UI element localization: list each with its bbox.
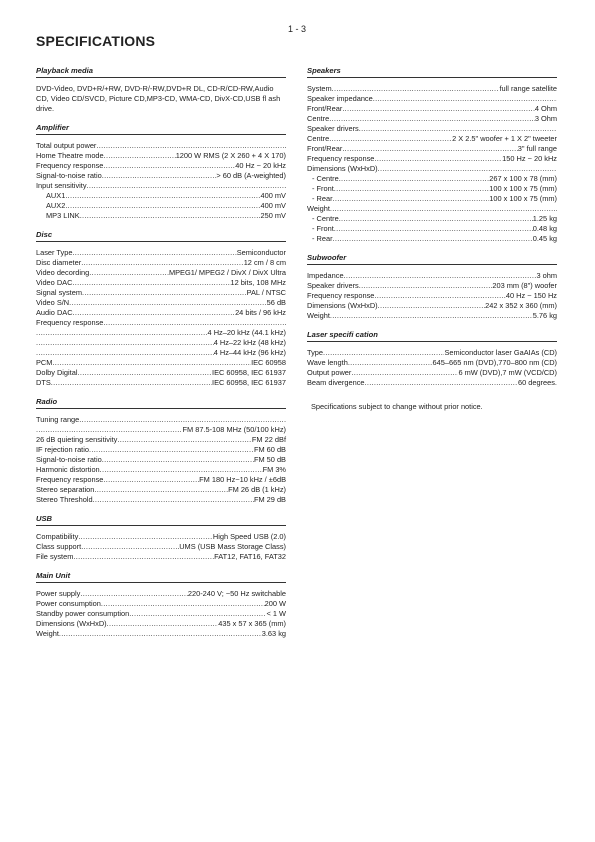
section-heading: Subwoofer <box>307 253 557 265</box>
spec-value: IEC 60958, IEC 61937 <box>212 378 286 387</box>
spec-label: Speaker drivers <box>307 281 359 290</box>
spec-row <box>36 415 286 425</box>
dot-leader <box>333 194 490 204</box>
spec-value: 3 Ohm <box>534 114 557 123</box>
spec-value: 1.25 kg <box>532 214 557 223</box>
spec-row <box>36 589 286 599</box>
spec-label: Frequency response <box>36 318 104 327</box>
section-radio <box>36 397 286 505</box>
section-heading: Disc <box>36 230 286 242</box>
spec-value: FM 60 dB <box>253 445 286 454</box>
dot-leader <box>78 368 213 378</box>
spec-label: Dimensions (WxHxD) <box>307 301 378 310</box>
spec-value: 60 degrees. <box>517 378 557 387</box>
spec-label: AUX2 <box>46 201 66 210</box>
spec-label: Standby power consumption <box>36 609 130 618</box>
spec-value: < 1 W <box>266 609 286 618</box>
spec-row <box>36 201 286 211</box>
spec-label: Audio DAC <box>36 308 73 317</box>
dot-leader <box>339 174 490 184</box>
spec-row <box>307 194 557 204</box>
spec-label: Stereo Threshold <box>36 495 93 504</box>
spec-value: 100 x 100 x 75 (mm) <box>489 194 557 203</box>
dot-leader <box>96 141 286 151</box>
spec-value: 0.48 kg <box>532 224 557 233</box>
dot-leader <box>87 181 286 191</box>
spec-label: IF rejection ratio <box>36 445 89 454</box>
spec-row <box>36 552 286 562</box>
change-notice: Specifications subject to change without prior notice. <box>311 402 483 411</box>
dot-leader <box>334 224 533 234</box>
spec-row <box>307 104 557 114</box>
spec-label: 26 dB quieting sensitivity <box>36 435 118 444</box>
spec-row <box>307 301 557 311</box>
dot-leader <box>103 161 235 171</box>
spec-row <box>36 151 286 161</box>
spec-value: FM 180 Hz~10 kHz / ±6dB <box>199 475 286 484</box>
spec-label: Harmonic distortion <box>36 465 100 474</box>
spec-row <box>36 328 286 338</box>
spec-value: 6 mW (DVD),7 mW (VCD/CD) <box>458 368 557 377</box>
spec-row <box>36 455 286 465</box>
spec-label: Impedance <box>307 271 344 280</box>
spec-label: Signal-to-noise ratio <box>36 171 102 180</box>
spec-row <box>36 338 286 348</box>
dot-leader <box>129 609 266 619</box>
dot-leader <box>117 435 252 445</box>
spec-value: IEC 60958, IEC 61937 <box>212 368 286 377</box>
spec-label: Total output power <box>36 141 97 150</box>
spec-label: Signal-to-noise ratio <box>36 455 102 464</box>
spec-row <box>36 532 286 542</box>
spec-value: FM 22 dBf <box>251 435 286 444</box>
spec-row <box>307 311 557 321</box>
spec-row <box>36 211 286 221</box>
spec-row <box>36 495 286 505</box>
spec-row <box>36 599 286 609</box>
spec-label: Signal system <box>36 288 83 297</box>
spec-row <box>36 542 286 552</box>
spec-label: Frequency response <box>307 154 375 163</box>
spec-value: UMS (USB Mass Storage Class) <box>179 542 286 551</box>
dot-leader <box>374 291 505 301</box>
dot-leader <box>342 104 534 114</box>
dot-leader <box>103 475 199 485</box>
spec-row <box>307 204 557 214</box>
spec-row <box>307 224 557 234</box>
spec-value: 4 Hz–44 kHz (96 kHz) <box>213 348 286 357</box>
spec-row <box>307 214 557 224</box>
spec-value: 4 Hz–22 kHz (48 kHz) <box>213 338 286 347</box>
spec-row <box>36 278 286 288</box>
spec-value: 40 Hz ~ 150 Hz <box>505 291 557 300</box>
spec-label: Type <box>307 348 324 357</box>
spec-value: PAL / NTSC <box>246 288 286 297</box>
spec-row <box>36 485 286 495</box>
spec-row <box>307 271 557 281</box>
spec-label: Front/Rear <box>307 104 343 113</box>
spec-row <box>307 368 557 378</box>
section-subwoofer <box>307 253 557 321</box>
dot-leader <box>73 552 214 562</box>
spec-row <box>307 154 557 164</box>
spec-label: DTS <box>36 378 51 387</box>
spec-label: Video DAC <box>36 278 73 287</box>
dot-leader <box>93 495 254 505</box>
section-paragraph: DVD-Video, DVD+R/+RW, DVD-R/-RW,DVD+R DL, CD-R/CD-RW,Audio CD, Video CD/SVCD, Picture CD,MP3-CD, WMA-CD, DivX-CD,USB fl ash drive. <box>36 84 281 113</box>
spec-value: 24 bits / 96 kHz <box>235 308 286 317</box>
page-title: SPECIFICATIONS <box>36 33 156 49</box>
dot-leader <box>78 532 213 542</box>
dot-leader <box>69 298 267 308</box>
spec-row <box>36 191 286 201</box>
right-column <box>307 66 557 412</box>
spec-value: IEC 60958 <box>251 358 286 367</box>
spec-value: FM 3% <box>262 465 286 474</box>
spec-value: 12 cm / 8 cm <box>243 258 286 267</box>
spec-label: Class support <box>36 542 82 551</box>
spec-value: High Speed USB (2.0) <box>212 532 286 541</box>
spec-value: FM 87.5-108 MHz (50/100 kHz) <box>182 425 286 434</box>
spec-value: 400 mV <box>260 191 286 200</box>
spec-row <box>36 445 286 455</box>
spec-value: 40 Hz ~ 20 kHz <box>235 161 286 170</box>
spec-value: 5.76 kg <box>532 311 557 320</box>
section-speakers <box>307 66 557 244</box>
spec-value: > 60 dB (A-weighted) <box>216 171 286 180</box>
spec-label: Weight <box>307 204 330 213</box>
dot-leader <box>102 171 217 181</box>
spec-label: Speaker drivers <box>307 124 359 133</box>
spec-row <box>307 348 557 358</box>
spec-label: Disc diameter <box>36 258 82 267</box>
spec-value: 4 Ohm <box>534 104 557 113</box>
spec-value: Semiconductor laser GaAIAs (CD) <box>444 348 557 357</box>
spec-row <box>36 348 286 358</box>
spec-row <box>36 181 286 191</box>
spec-value: Semiconductor <box>236 248 286 257</box>
spec-label: Dimensions (WxHxD) <box>36 619 107 628</box>
spec-row <box>36 288 286 298</box>
spec-label: - Front <box>312 224 334 233</box>
spec-value: 645–665 nm (DVD),770–800 nm (CD) <box>432 358 557 367</box>
spec-label: - Centre <box>312 174 339 183</box>
section-heading: Laser specifi cation <box>307 330 557 342</box>
dot-leader <box>36 425 182 435</box>
spec-label: Power supply <box>36 589 81 598</box>
dot-leader <box>351 368 458 378</box>
spec-row <box>36 308 286 318</box>
spec-row <box>36 435 286 445</box>
spec-row <box>307 164 557 174</box>
spec-value: 150 Hz ~ 20 kHz <box>502 154 557 163</box>
spec-row <box>36 171 286 181</box>
spec-row <box>307 358 557 368</box>
dot-leader <box>339 214 533 224</box>
spec-value: 1200 W RMS (2 X 260 + 4 X 170) <box>175 151 286 160</box>
spec-label: Beam divergence <box>307 378 365 387</box>
dot-leader <box>52 358 251 368</box>
spec-label: Dimensions (WxHxD) <box>307 164 378 173</box>
spec-value: FM 50 dB <box>253 455 286 464</box>
spec-label: - Rear <box>312 234 333 243</box>
spec-label: Front/Rear <box>307 144 343 153</box>
section-playback-media <box>36 66 286 114</box>
spec-label: - Front <box>312 184 334 193</box>
spec-row <box>307 174 557 184</box>
spec-label: Centre <box>307 114 330 123</box>
spec-label: Output power <box>307 368 352 377</box>
spec-value: 250 mV <box>260 211 286 220</box>
spec-label: Weight <box>36 629 59 638</box>
spec-label: Video S/N <box>36 298 70 307</box>
dot-leader <box>333 234 533 244</box>
spec-row <box>36 258 286 268</box>
spec-value: full range satellite <box>499 84 557 93</box>
dot-leader <box>330 204 557 214</box>
dot-leader <box>73 308 236 318</box>
dot-leader <box>81 542 179 552</box>
spec-value: FM 26 dB (1 kHz) <box>228 485 286 494</box>
dot-leader <box>365 378 518 388</box>
spec-value: FAT12, FAT16, FAT32 <box>214 552 286 561</box>
section-heading: USB <box>36 514 286 526</box>
dot-leader <box>51 378 212 388</box>
spec-row <box>36 378 286 388</box>
spec-row <box>36 425 286 435</box>
spec-row <box>307 134 557 144</box>
spec-label: Frequency response <box>36 475 104 484</box>
spec-label: Frequency response <box>36 161 104 170</box>
spec-row <box>307 84 557 94</box>
spec-label: Input sensitivity <box>36 181 87 190</box>
spec-value: 203 mm (8") woofer <box>492 281 557 290</box>
dot-leader <box>89 445 254 455</box>
dot-leader <box>72 278 230 288</box>
spec-value: 0.45 kg <box>532 234 557 243</box>
spec-value: 267 x 100 x 78 (mm) <box>489 174 557 183</box>
spec-label: Frequency response <box>307 291 375 300</box>
dot-leader <box>36 338 214 348</box>
spec-row <box>36 318 286 328</box>
spec-value: 4 Hz–20 kHz (44.1 kHz) <box>207 328 286 337</box>
spec-label: MP3 LINK <box>46 211 80 220</box>
spec-row <box>307 94 557 104</box>
spec-row <box>36 619 286 629</box>
spec-label: Stereo separation <box>36 485 95 494</box>
spec-row <box>36 248 286 258</box>
dot-leader <box>36 328 208 338</box>
spec-row <box>307 291 557 301</box>
section-disc <box>36 230 286 388</box>
spec-row <box>36 298 286 308</box>
dot-leader <box>342 144 517 154</box>
spec-value: FM 29 dB <box>253 495 286 504</box>
dot-leader <box>334 184 489 194</box>
section-amplifier <box>36 123 286 221</box>
spec-row <box>36 609 286 619</box>
section-heading: Speakers <box>307 66 557 78</box>
dot-leader <box>332 84 500 94</box>
dot-leader <box>89 268 169 278</box>
section-heading: Playback media <box>36 66 286 78</box>
spec-value: 242 x 352 x 360 (mm) <box>485 301 557 310</box>
spec-value: 200 W <box>264 599 286 608</box>
section-usb <box>36 514 286 562</box>
section-heading: Amplifier <box>36 123 286 135</box>
spec-value: 3" full range <box>517 144 557 153</box>
spec-row <box>36 368 286 378</box>
dot-leader <box>82 288 247 298</box>
spec-label: Tuning range <box>36 415 80 424</box>
spec-label: - Centre <box>312 214 339 223</box>
dot-leader <box>65 201 260 211</box>
dot-leader <box>348 358 433 368</box>
spec-row <box>307 281 557 291</box>
section-heading: Radio <box>36 397 286 409</box>
spec-row <box>307 378 557 388</box>
dot-leader <box>359 281 493 291</box>
dot-leader <box>374 154 502 164</box>
spec-label: Power consumption <box>36 599 101 608</box>
page-number: 1 - 3 <box>288 24 307 34</box>
dot-leader <box>81 258 244 268</box>
spec-value: 12 bits, 108 MHz <box>230 278 286 287</box>
spec-label: - Rear <box>312 194 333 203</box>
dot-leader <box>79 415 286 425</box>
spec-value: 2 X 2.5" woofer + 1 X 2" tweeter <box>452 134 557 143</box>
spec-row <box>36 629 286 639</box>
dot-leader <box>330 311 533 321</box>
dot-leader <box>103 318 286 328</box>
dot-leader <box>323 348 444 358</box>
dot-leader <box>373 94 557 104</box>
spec-value: 435 x 57 x 365 (mm) <box>218 619 286 628</box>
section-laser-specifi-cation <box>307 330 557 388</box>
spec-row <box>36 268 286 278</box>
spec-label: Home Theatre mode <box>36 151 104 160</box>
spec-row <box>36 475 286 485</box>
spec-label: Laser Type <box>36 248 73 257</box>
spec-label: Speaker impedance <box>307 94 373 103</box>
dot-leader <box>59 629 262 639</box>
dot-leader <box>65 191 260 201</box>
spec-row <box>36 358 286 368</box>
spec-label: PCM <box>36 358 53 367</box>
spec-row <box>36 141 286 151</box>
spec-label: File system <box>36 552 74 561</box>
spec-value: 400 mV <box>260 201 286 210</box>
spec-value: MPEG1/ MPEG2 / DivX / DivX Ultra <box>168 268 286 277</box>
spec-label: Video decording <box>36 268 90 277</box>
dot-leader <box>107 619 219 629</box>
dot-leader <box>378 164 557 174</box>
spec-value: 220-240 V; ~50 Hz switchable <box>187 589 286 598</box>
spec-label: Centre <box>307 134 330 143</box>
dot-leader <box>80 211 261 221</box>
dot-leader <box>100 465 263 475</box>
dot-leader <box>80 589 188 599</box>
spec-row <box>307 124 557 134</box>
spec-label: Wave length <box>307 358 348 367</box>
dot-leader <box>359 124 557 134</box>
spec-value: 3 ohm <box>536 271 557 280</box>
spec-row <box>307 114 557 124</box>
dot-leader <box>378 301 485 311</box>
spec-label: AUX1 <box>46 191 66 200</box>
spec-row <box>307 234 557 244</box>
spec-row <box>36 161 286 171</box>
spec-value: 3.63 kg <box>261 629 286 638</box>
spec-label: Weight <box>307 311 330 320</box>
dot-leader <box>94 485 228 495</box>
dot-leader <box>102 455 254 465</box>
spec-value: 56 dB <box>266 298 286 307</box>
section-heading: Main Unit <box>36 571 286 583</box>
dot-leader <box>101 599 265 609</box>
left-column <box>36 66 286 648</box>
dot-leader <box>104 151 176 161</box>
dot-leader <box>72 248 236 258</box>
spec-label: Dolby Digital <box>36 368 78 377</box>
spec-row <box>36 465 286 475</box>
dot-leader <box>329 114 535 124</box>
spec-row <box>307 184 557 194</box>
spec-value: 100 x 100 x 75 (mm) <box>489 184 557 193</box>
spec-label: System <box>307 84 332 93</box>
section-main-unit <box>36 571 286 639</box>
spec-row <box>307 144 557 154</box>
spec-label: Compatibility <box>36 532 79 541</box>
dot-leader <box>36 348 214 358</box>
dot-leader <box>344 271 537 281</box>
dot-leader <box>329 134 452 144</box>
